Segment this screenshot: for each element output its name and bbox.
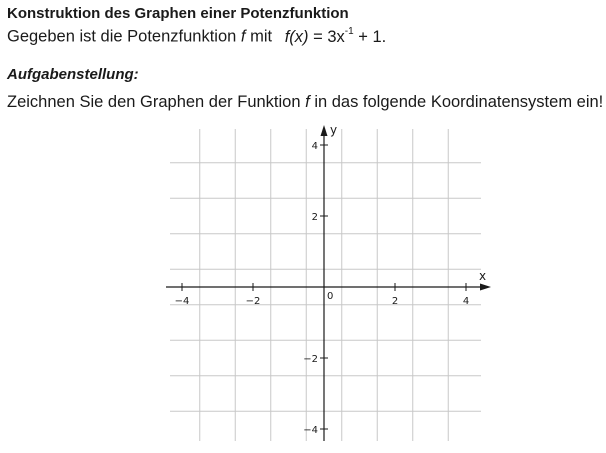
function-name: f [240, 27, 246, 46]
y-tick-label: −2 [303, 354, 318, 365]
x-axis-arrow-icon [480, 284, 491, 291]
task-heading: Aufgabenstellung: [7, 66, 139, 83]
x-tick-label: −4 [174, 296, 190, 307]
grid [170, 129, 481, 441]
y-tick-label: −4 [303, 425, 318, 436]
x-tick-label: 2 [391, 296, 399, 307]
axis-ticks [175, 141, 470, 436]
task-text-end: in das folgende Koordinatensystem ein! [314, 93, 604, 111]
y-axis-label: y [330, 123, 338, 137]
task-function-name: f [305, 93, 310, 111]
x-tick-label: 4 [462, 296, 470, 307]
task-text: Zeichnen Sie den Graphen der Funktion [7, 93, 301, 111]
origin-label: 0 [327, 291, 334, 302]
formula-lhs: f(x) [284, 27, 309, 46]
y-tick-label: 2 [311, 212, 318, 223]
y-axis-arrow-icon [321, 125, 328, 136]
given-mit: mit [250, 27, 273, 46]
y-tick-label: 4 [311, 141, 318, 152]
formula-eq: = 3x [313, 27, 345, 46]
x-tick-label: −2 [245, 296, 261, 307]
formula-rest: + 1. [358, 27, 387, 46]
x-axis-label: x [479, 269, 487, 283]
formula-exponent: -1 [344, 26, 354, 37]
given-text: Gegeben ist die Potenzfunktion [7, 27, 237, 46]
page-title: Konstruktion des Graphen einer Potenzfunktion [7, 5, 349, 22]
